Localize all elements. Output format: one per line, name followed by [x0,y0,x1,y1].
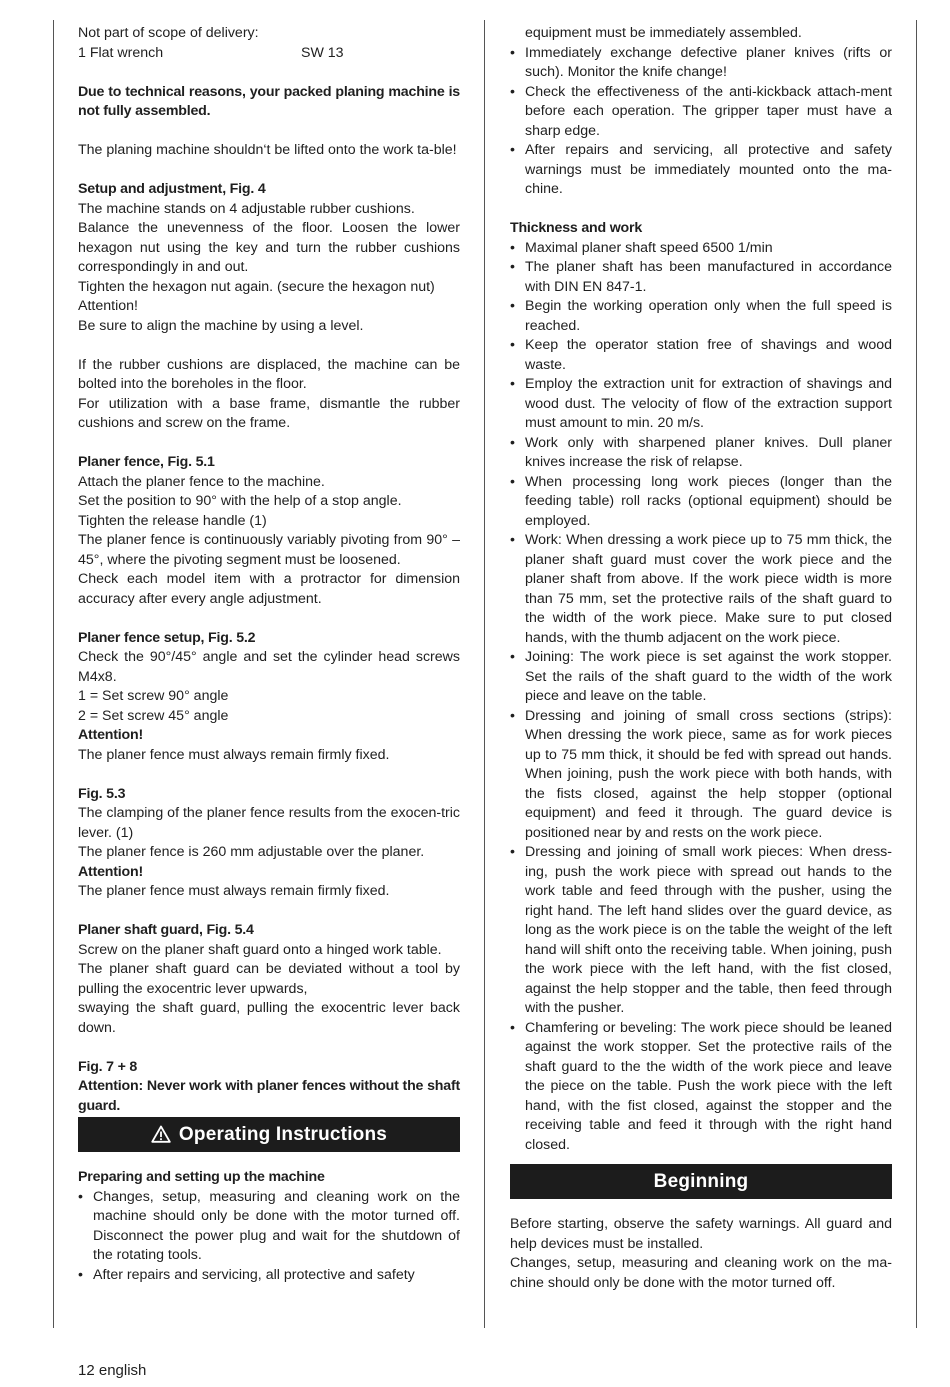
continued-line: equipment must be immediately assembled. [525,25,802,41]
list-item: • Chamfering or beveling: The work piece should be leaned against the work stopper. Set the protective rails of the shaft guard to the the width of the work piece and leave the piece on the table. Push the work piece with the left hand, with the fist closed, against the stopper and the receiving table and feed it through with the right hand closed. [510,1019,892,1156]
operating-instructions-title: Operating Instructions [178,1124,388,1145]
guard-paragraph: swaying the shaft guard, pulling the exocentric lever back down. [78,1000,460,1036]
fig53-heading: Fig. 5.3 [78,785,126,802]
guard-paragraph: Screw on the planer shaft guard onto a hinged work table. [78,941,442,958]
fence-heading: Planer fence, Fig. 5.1 [78,454,215,470]
beginning-banner [510,1164,892,1199]
fence-setup-attention: Attention! [78,727,143,743]
fence-setup-paragraph: 1 = Set screw 90° angle [78,688,229,704]
left-column [78,24,460,1285]
list-item: • Check the effectiveness of the anti-kickback attach-ment before each operation. The gripper taper must have a sharp edge. [510,83,892,142]
setup-paragraph: Balance the unevenness of the floor. Loosen the lower hexagon nut using the key and turn the rubber cushions correspondingly in and out. [78,220,460,275]
setup-paragraph: Tighten the hexagon nut again. (secure the hexagon nut) [78,278,435,295]
notice-lift: The planing machine shouldn‘t be lifted onto the work ta-ble! [78,142,457,158]
list-item: • The planer shaft has been manufactured in accordance with DIN EN 847-1. [510,258,892,297]
setup-heading: Setup and adjustment, Fig. 4 [78,181,266,197]
fig53-paragraph: The clamping of the planer fence results from the exocen-tric lever. (1) [78,805,460,841]
fence-setup-paragraph: 2 = Set screw 45° angle [78,707,229,724]
fence-paragraph: Set the position to 90° with the help of a stop angle. [78,493,402,509]
fig53-paragraph: The planer fence must always remain firmly fixed. [78,883,390,899]
list-item: • Immediately exchange defective planer knives (rifts or such). Monitor the knife change! [510,44,892,83]
guard-paragraph: The planer shaft guard can be deviated without a tool by pulling the exocentric lever upwards, [78,961,460,997]
scope-size: SW 13 [301,44,344,61]
list-item: • After repairs and servicing, all protective and safety [78,1266,460,1286]
thickness-heading: Thickness and work [510,220,643,236]
list-item: • When processing long work pieces (longer than the feeding table) roll racks (optional equipment) should be employed. [510,473,892,532]
prep-list [78,1188,460,1286]
left-column-rule [53,20,54,1328]
fence-paragraph: Check each model item with a protractor for dimension accuracy after every angle adjustment. [78,571,460,607]
beginning-paragraph: Before starting, observe the safety warnings. All guard and help devices must be installed. [510,1216,892,1252]
list-item: • Work only with sharpened planer knives. Dull planer knives increase the risk of relapse. [510,434,892,473]
setup-paragraph: If the rubber cushions are displaced, the machine can be bolted into the boreholes in the floor. [78,356,460,392]
fig53-paragraph: The planer fence is 260 mm adjustable over the planer. [78,844,425,860]
prep-list-continued [510,44,892,200]
list-item: • Maximal planer shaft speed 6500 1/min [510,239,892,259]
scope-item: 1 Flat wrench [78,44,164,61]
fig53-attention: Attention! [78,863,143,880]
setup-paragraph: For utilization with a base frame, dismantle the rubber cushions and screw on the frame. [78,395,460,431]
list-item: • After repairs and servicing, all protective and safety warnings must be immediately mounted onto the ma-chine. [510,141,892,200]
page-footer: 12 english [78,1362,147,1379]
beginning-title: Beginning [653,1171,749,1192]
list-item: • Begin the working operation only when the full speed is reached. [510,297,892,336]
list-item: • Dressing and joining of small cross sections (strips): When dressing the work piece, same as for work pieces up to 75 mm thick, it should be fed with spread out hands. When joining, push the work piece with both hands, with the fists closed, against the help stopper (optional equipment) and feed it through. The guard device is positioned near by and rests on the work piece. [510,707,892,844]
prep-heading: Preparing and setting up the machine [78,1169,325,1185]
right-column [510,24,892,1293]
fence-setup-paragraph: The planer fence must always remain firmly fixed. [78,746,390,763]
setup-paragraph: Be sure to align the machine by using a level. [78,317,364,334]
list-item: • Keep the operator station free of shavings and wood waste. [510,336,892,375]
scope-label: Not part of scope of delivery: [78,25,259,41]
guard-heading: Planer shaft guard, Fig. 5.4 [78,922,254,938]
list-item: • Work: When dressing a work piece up to 75 mm thick, the planer shaft guard must cover the work piece and the planer shaft from above. If the work piece width is more than 75 mm, set the protective rails of the shaft guard to the width of the work piece. Make sure to put closed hands, with the thumb adjacent on the work piece. [510,531,892,648]
fence-paragraph: The planer fence is continuously variably pivoting from 90° – 45°, where the pivoting segment must be loosened. [78,532,460,568]
scope-row [78,44,460,64]
fig78-attention: Attention: Never work with planer fences without the shaft guard. [78,1078,460,1114]
setup-attention: Attention! [78,298,138,314]
fence-paragraph: Tighten the release handle (1) [78,512,267,529]
center-column-rule [484,20,485,1328]
list-item: • Dressing and joining of small work pieces: When dress-ing, push the work piece with spread out hands to the work table and feed through with the pusher, using the right hand. The left hand slides over the guard device, as long as the work piece is on the table the weight of the left hand will shift onto the receiving table. When joining, push the work piece with the left hand, with the fist closed, against the help stopper and the table, then feed through with the pusher. [510,843,892,1019]
fence-setup-paragraph: Check the 90°/45° angle and set the cylinder head screws M4x8. [78,649,460,685]
list-item: • Changes, setup, measuring and cleaning work on the machine should only be done with the motor turned off. Disconnect the power plug and wait for the shutdown of the rotating tools. [78,1188,460,1266]
list-item: • Joining: The work piece is set against the work stopper. Set the rails of the shaft guard to the width of the work piece and leave on the table. [510,648,892,707]
right-column-rule [916,20,917,1328]
notice-assembly: Due to technical reasons, your packed planing machine is not fully assembled. [78,83,460,119]
beginning-paragraph: Changes, setup, measuring and cleaning work on the ma-chine should only be done with the motor turned off. [510,1255,892,1291]
warning-triangle-icon [151,1120,171,1155]
list-item: • Employ the extraction unit for extraction of shavings and wood dust. The velocity of flow of the extraction support must amount to min. 20 m/s. [510,375,892,434]
fence-paragraph: Attach the planer fence to the machine. [78,473,325,490]
setup-paragraph: The machine stands on 4 adjustable rubber cushions. [78,200,415,217]
fig78-heading: Fig. 7 + 8 [78,1058,138,1075]
fence-setup-heading: Planer fence setup, Fig. 5.2 [78,629,256,646]
thickness-list [510,239,892,1156]
operating-instructions-banner [78,1117,460,1152]
